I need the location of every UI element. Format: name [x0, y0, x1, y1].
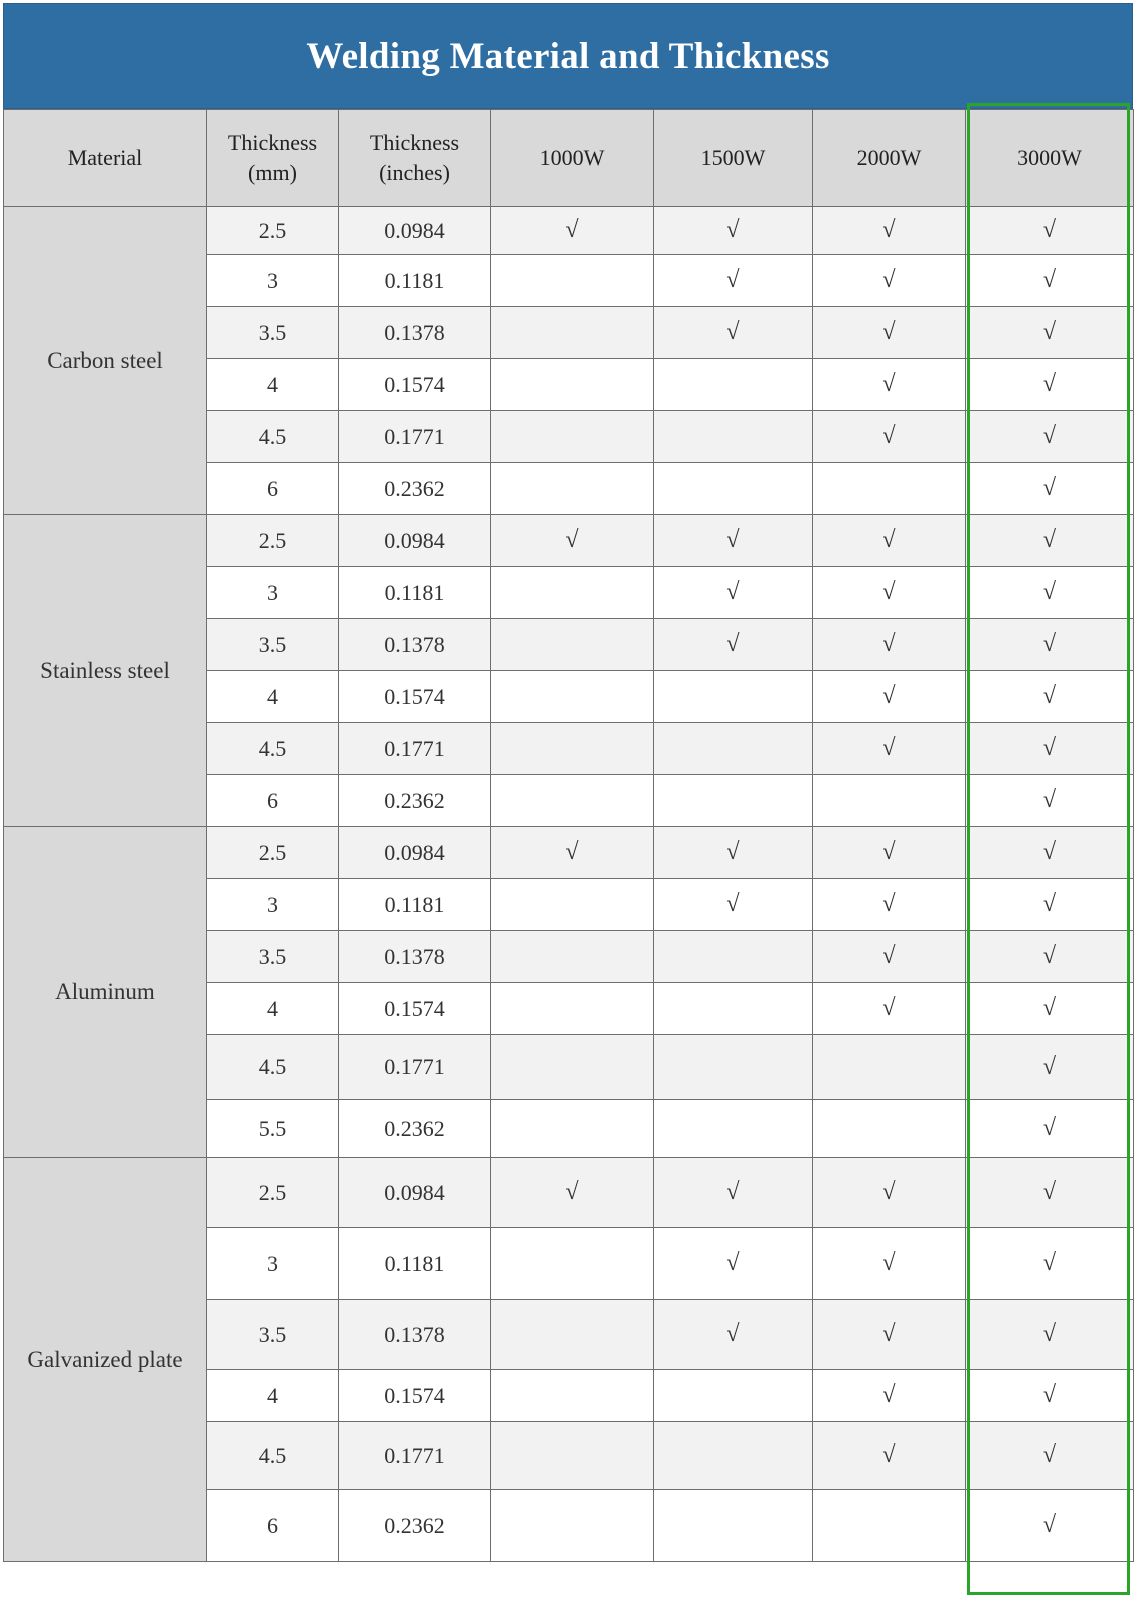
thickness-inches-cell: 0.2362 [339, 1490, 491, 1562]
check-mark-icon: √ [565, 217, 579, 244]
check-mark-icon: √ [726, 217, 740, 244]
thickness-mm-cell: 6 [207, 463, 339, 515]
check-cell-1500w [654, 255, 813, 307]
check-cell-1000w [491, 879, 654, 931]
check-mark-icon: √ [882, 319, 896, 346]
thickness-mm-cell: 3.5 [207, 307, 339, 359]
check-mark-icon: √ [882, 1442, 896, 1469]
check-mark-icon: √ [565, 1179, 579, 1206]
check-cell-3000w [966, 619, 1134, 671]
material-cell: Carbon steel [4, 207, 207, 515]
check-cell-2000w [813, 1422, 966, 1490]
check-mark-icon: √ [726, 891, 740, 918]
check-cell-2000w [813, 619, 966, 671]
check-cell-1000w [491, 1422, 654, 1490]
check-cell-3000w [966, 1300, 1134, 1370]
check-cell-1500w [654, 411, 813, 463]
header-thickness-mm-line1: Thickness [227, 130, 318, 156]
thickness-inches-cell: 0.0984 [339, 827, 491, 879]
check-mark-icon: √ [726, 1321, 740, 1348]
check-mark-icon: √ [1042, 891, 1057, 918]
thickness-inches-cell: 0.1574 [339, 359, 491, 411]
thickness-inches-cell: 0.1771 [339, 723, 491, 775]
check-cell-2000w [813, 1490, 966, 1562]
check-cell-1500w [654, 1490, 813, 1562]
header-thickness-inches [339, 110, 491, 207]
check-mark-icon: √ [882, 217, 896, 244]
thickness-inches-cell: 0.1574 [339, 1370, 491, 1422]
thickness-inches-cell: 0.1181 [339, 879, 491, 931]
material-cell: Aluminum [4, 827, 207, 1158]
check-cell-1000w [491, 1228, 654, 1300]
check-mark-icon: √ [1042, 423, 1057, 450]
header-thickness-inches-line1: Thickness [369, 130, 460, 156]
check-cell-1000w [491, 931, 654, 983]
check-cell-2000w [813, 463, 966, 515]
check-cell-1500w [654, 983, 813, 1035]
table-row [4, 515, 1134, 567]
check-cell-1500w [654, 827, 813, 879]
check-mark-icon: √ [882, 995, 896, 1022]
check-cell-3000w [966, 827, 1134, 879]
check-cell-2000w [813, 1370, 966, 1422]
thickness-mm-cell: 4.5 [207, 411, 339, 463]
thickness-mm-cell: 3 [207, 1228, 339, 1300]
check-cell-3000w [966, 1100, 1134, 1158]
check-cell-1000w [491, 983, 654, 1035]
check-cell-2000w [813, 1100, 966, 1158]
thickness-mm-cell: 2.5 [207, 207, 339, 255]
welding-table [3, 109, 1134, 1562]
check-cell-3000w [966, 1490, 1134, 1562]
thickness-mm-cell: 4 [207, 1370, 339, 1422]
check-mark-icon: √ [1042, 267, 1057, 294]
thickness-inches-cell: 0.0984 [339, 515, 491, 567]
check-mark-icon: √ [882, 683, 896, 710]
check-cell-3000w [966, 411, 1134, 463]
check-mark-icon: √ [882, 839, 896, 866]
check-cell-1000w [491, 619, 654, 671]
check-cell-3000w [966, 671, 1134, 723]
check-cell-1500w [654, 463, 813, 515]
thickness-mm-cell: 4 [207, 983, 339, 1035]
check-mark-icon: √ [882, 943, 896, 970]
check-cell-1500w [654, 207, 813, 255]
check-cell-1000w [491, 1300, 654, 1370]
check-cell-2000w [813, 827, 966, 879]
thickness-inches-cell: 0.1771 [339, 411, 491, 463]
header-thickness-mm [207, 110, 339, 207]
check-cell-1500w [654, 515, 813, 567]
check-mark-icon: √ [882, 423, 896, 450]
check-mark-icon: √ [1042, 1053, 1057, 1080]
check-cell-2000w [813, 931, 966, 983]
thickness-inches-cell: 0.0984 [339, 207, 491, 255]
thickness-inches-cell: 0.2362 [339, 1100, 491, 1158]
check-mark-icon: √ [882, 267, 896, 294]
check-mark-icon: √ [882, 1250, 896, 1277]
check-cell-2000w [813, 1035, 966, 1100]
check-cell-1500w [654, 359, 813, 411]
check-cell-1000w [491, 1370, 654, 1422]
thickness-mm-cell: 2.5 [207, 515, 339, 567]
check-cell-3000w [966, 567, 1134, 619]
check-cell-2000w [813, 567, 966, 619]
check-cell-1000w [491, 307, 654, 359]
check-cell-1000w [491, 827, 654, 879]
header-1500w: 1500W [654, 110, 813, 207]
header-2000w: 2000W [813, 110, 966, 207]
thickness-mm-cell: 4 [207, 671, 339, 723]
check-cell-1500w [654, 931, 813, 983]
check-cell-2000w [813, 515, 966, 567]
check-cell-2000w [813, 1300, 966, 1370]
thickness-mm-cell: 3 [207, 879, 339, 931]
check-cell-3000w [966, 255, 1134, 307]
table-row [4, 827, 1134, 879]
check-mark-icon: √ [726, 839, 740, 866]
thickness-inches-cell: 0.1378 [339, 619, 491, 671]
check-mark-icon: √ [1042, 1179, 1057, 1206]
header-thickness-mm-line2: (mm) [248, 160, 297, 185]
check-cell-1500w [654, 307, 813, 359]
check-cell-1500w [654, 1228, 813, 1300]
thickness-mm-cell: 3 [207, 567, 339, 619]
check-mark-icon: √ [882, 527, 896, 554]
check-mark-icon: √ [1042, 839, 1057, 866]
check-mark-icon: √ [1042, 683, 1057, 710]
page-title: Welding Material and Thickness [3, 3, 1133, 109]
check-mark-icon: √ [1042, 735, 1057, 762]
table-container [3, 3, 1133, 1562]
check-mark-icon: √ [726, 267, 740, 294]
thickness-inches-cell: 0.1378 [339, 931, 491, 983]
check-mark-icon: √ [1042, 1250, 1057, 1277]
check-cell-1000w [491, 255, 654, 307]
check-mark-icon: √ [882, 631, 896, 658]
header-3000w: 3000W [966, 110, 1134, 207]
check-cell-1500w [654, 1300, 813, 1370]
check-mark-icon: √ [565, 527, 579, 554]
check-cell-2000w [813, 775, 966, 827]
check-mark-icon: √ [1042, 1442, 1057, 1469]
check-cell-2000w [813, 1158, 966, 1228]
check-mark-icon: √ [1042, 787, 1057, 814]
check-cell-1000w [491, 775, 654, 827]
check-cell-1000w [491, 567, 654, 619]
check-cell-3000w [966, 1422, 1134, 1490]
thickness-mm-cell: 6 [207, 1490, 339, 1562]
check-cell-2000w [813, 983, 966, 1035]
thickness-inches-cell: 0.1378 [339, 307, 491, 359]
check-cell-1500w [654, 1422, 813, 1490]
check-cell-2000w [813, 411, 966, 463]
check-mark-icon: √ [1042, 527, 1057, 554]
check-cell-2000w [813, 879, 966, 931]
check-mark-icon: √ [1042, 319, 1057, 346]
check-cell-1000w [491, 671, 654, 723]
check-mark-icon: √ [882, 579, 896, 606]
material-cell: Galvanized plate [4, 1158, 207, 1562]
check-mark-icon: √ [726, 579, 740, 606]
check-mark-icon: √ [882, 1321, 896, 1348]
thickness-inches-cell: 0.1181 [339, 1228, 491, 1300]
check-cell-1000w [491, 359, 654, 411]
thickness-mm-cell: 3 [207, 255, 339, 307]
thickness-mm-cell: 3.5 [207, 931, 339, 983]
thickness-inches-cell: 0.1181 [339, 567, 491, 619]
check-cell-3000w [966, 723, 1134, 775]
check-cell-2000w [813, 255, 966, 307]
check-mark-icon: √ [882, 891, 896, 918]
check-mark-icon: √ [882, 1179, 896, 1206]
check-cell-1500w [654, 879, 813, 931]
thickness-mm-cell: 3.5 [207, 619, 339, 671]
thickness-inches-cell: 0.1771 [339, 1035, 491, 1100]
check-mark-icon: √ [1042, 1115, 1057, 1142]
header-row [4, 110, 1134, 207]
check-mark-icon: √ [565, 839, 579, 866]
header-thickness-inches-line2: (inches) [379, 160, 450, 185]
check-mark-icon: √ [1042, 217, 1057, 244]
header-material: Material [4, 110, 207, 207]
check-cell-1500w [654, 567, 813, 619]
check-cell-3000w [966, 931, 1134, 983]
check-mark-icon: √ [1042, 1382, 1057, 1409]
check-mark-icon: √ [882, 1382, 896, 1409]
check-cell-1500w [654, 1158, 813, 1228]
check-cell-3000w [966, 515, 1134, 567]
check-cell-3000w [966, 1370, 1134, 1422]
header-1000w: 1000W [491, 110, 654, 207]
check-cell-1500w [654, 723, 813, 775]
check-mark-icon: √ [726, 527, 740, 554]
check-mark-icon: √ [1042, 371, 1057, 398]
check-mark-icon: √ [726, 1179, 740, 1206]
thickness-mm-cell: 3.5 [207, 1300, 339, 1370]
check-mark-icon: √ [726, 631, 740, 658]
check-cell-3000w [966, 1035, 1134, 1100]
check-mark-icon: √ [1042, 943, 1057, 970]
check-mark-icon: √ [882, 735, 896, 762]
thickness-inches-cell: 0.0984 [339, 1158, 491, 1228]
check-cell-2000w [813, 307, 966, 359]
check-cell-3000w [966, 983, 1134, 1035]
thickness-inches-cell: 0.1378 [339, 1300, 491, 1370]
thickness-mm-cell: 4.5 [207, 723, 339, 775]
check-mark-icon: √ [1042, 995, 1057, 1022]
material-cell: Stainless steel [4, 515, 207, 827]
check-cell-2000w [813, 207, 966, 255]
check-cell-2000w [813, 359, 966, 411]
thickness-mm-cell: 4 [207, 359, 339, 411]
thickness-inches-cell: 0.1771 [339, 1422, 491, 1490]
check-cell-3000w [966, 1228, 1134, 1300]
check-mark-icon: √ [1042, 1512, 1057, 1539]
thickness-mm-cell: 5.5 [207, 1100, 339, 1158]
check-mark-icon: √ [1042, 475, 1057, 502]
check-cell-1500w [654, 671, 813, 723]
check-cell-1000w [491, 515, 654, 567]
check-cell-1500w [654, 1035, 813, 1100]
check-cell-3000w [966, 879, 1134, 931]
check-mark-icon: √ [726, 319, 740, 346]
check-cell-2000w [813, 1228, 966, 1300]
table-row [4, 1158, 1134, 1228]
check-cell-1000w [491, 1100, 654, 1158]
check-cell-1000w [491, 411, 654, 463]
thickness-inches-cell: 0.1574 [339, 671, 491, 723]
check-cell-3000w [966, 1158, 1134, 1228]
thickness-mm-cell: 4.5 [207, 1035, 339, 1100]
thickness-mm-cell: 6 [207, 775, 339, 827]
check-mark-icon: √ [1042, 579, 1057, 606]
check-cell-3000w [966, 207, 1134, 255]
check-cell-1500w [654, 1370, 813, 1422]
check-mark-icon: √ [882, 371, 896, 398]
thickness-inches-cell: 0.2362 [339, 463, 491, 515]
check-cell-2000w [813, 671, 966, 723]
table-row [4, 207, 1134, 255]
thickness-mm-cell: 4.5 [207, 1422, 339, 1490]
check-cell-3000w [966, 463, 1134, 515]
thickness-inches-cell: 0.2362 [339, 775, 491, 827]
check-cell-3000w [966, 307, 1134, 359]
check-cell-3000w [966, 775, 1134, 827]
thickness-mm-cell: 2.5 [207, 1158, 339, 1228]
table-body [4, 207, 1134, 1562]
check-cell-1000w [491, 1035, 654, 1100]
check-mark-icon: √ [726, 1250, 740, 1277]
thickness-inches-cell: 0.1181 [339, 255, 491, 307]
check-cell-1500w [654, 775, 813, 827]
check-mark-icon: √ [1042, 1321, 1057, 1348]
check-cell-1000w [491, 463, 654, 515]
check-cell-1000w [491, 1490, 654, 1562]
check-cell-3000w [966, 359, 1134, 411]
thickness-mm-cell: 2.5 [207, 827, 339, 879]
check-cell-1000w [491, 723, 654, 775]
check-cell-2000w [813, 723, 966, 775]
check-mark-icon: √ [1042, 631, 1057, 658]
check-cell-1500w [654, 619, 813, 671]
check-cell-1500w [654, 1100, 813, 1158]
check-cell-1000w [491, 1158, 654, 1228]
thickness-inches-cell: 0.1574 [339, 983, 491, 1035]
check-cell-1000w [491, 207, 654, 255]
